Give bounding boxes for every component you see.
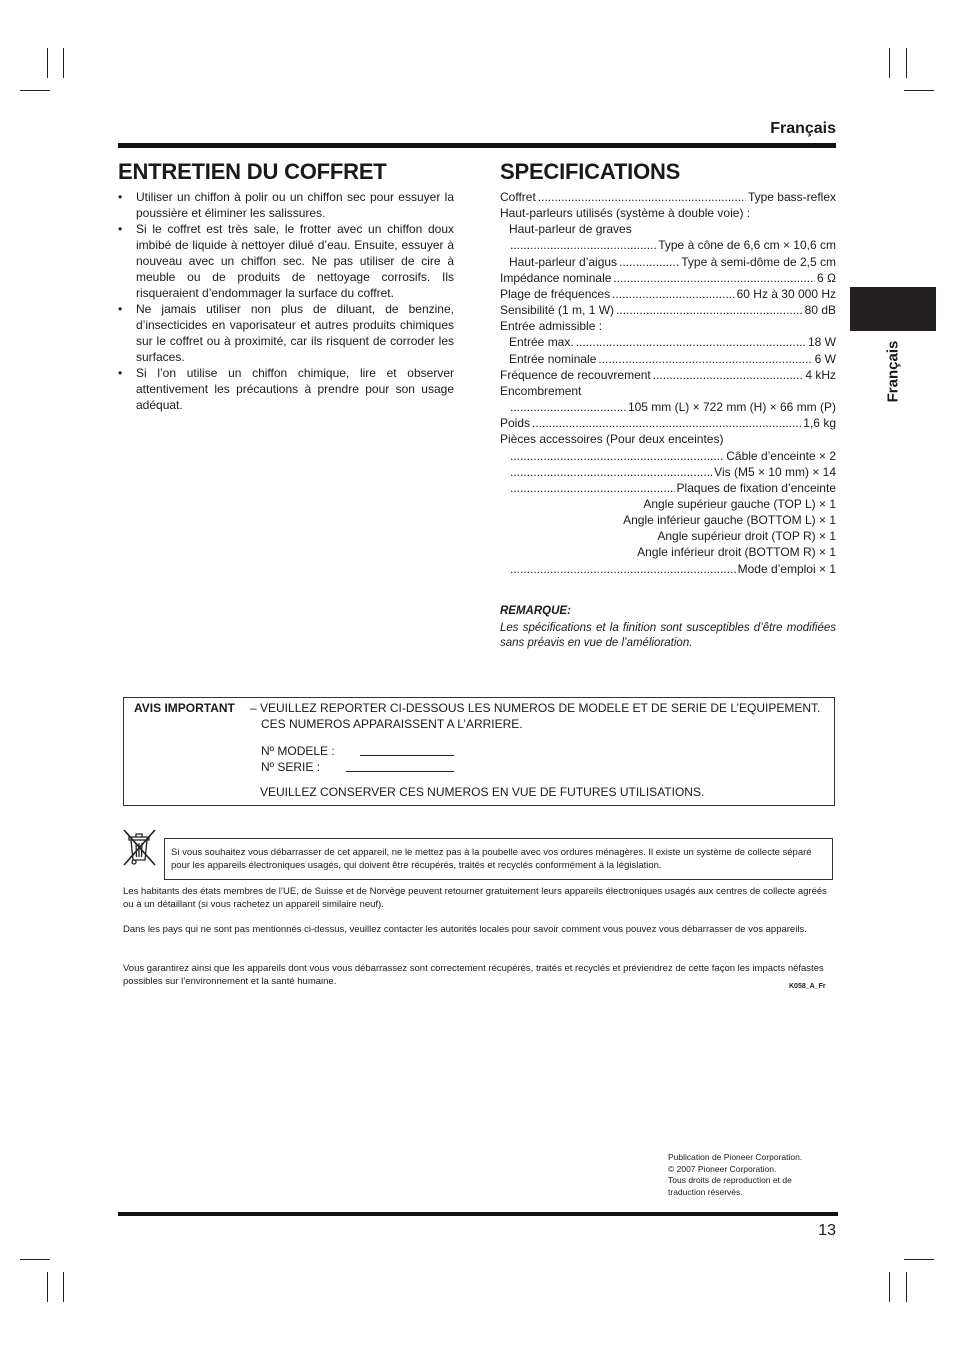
notice-line: – VEUILLEZ REPORTER CI-DESSOUS LES NUMEROS DE MODELE ET DE SERIE DE L’EQUIPEMENT. (250, 701, 821, 715)
crop-mark (889, 1272, 890, 1302)
header-language: Français (770, 120, 836, 137)
model-number-label: Nº MODELE : (261, 744, 335, 758)
publication-info: Publication de Pioneer Corporation. © 2007 Pioneer Corporation. Tous droits de reproduction et de traduction réservés. (668, 1152, 803, 1197)
spec-row: Sensibilité (1 m, 1 W) ..... 80 dB (500, 302, 836, 318)
side-language-label: Français (884, 340, 902, 403)
spec-row: ..... Câble d’enceinte × 2 (500, 448, 836, 464)
spec-row: Angle supérieur droit (TOP R) × 1 (657, 529, 836, 544)
crop-mark (904, 90, 934, 91)
spec-row: ..... Vis (M5 × 10 mm) × 14 (500, 464, 836, 480)
spec-row: ..... Type à cône de 6,6 cm × 10,6 cm (500, 237, 836, 253)
crop-mark (63, 1272, 64, 1302)
list-item: • Si le coffret est très sale, le frotter avec un chiffon doux imbibé de liquide à nettoyer dilué d’eau. Ensuite, essuyer à nouveau avec un chiffon sec. Ne pas utiliser de cire à meuble ou de produits de nettoyage corrosifs. Ils risqueraient d’endommager la surface du coffret. (118, 221, 454, 301)
crop-mark (906, 48, 907, 78)
spec-row: Haut-parleur d’aigus ..... Type à semi-dôme de 2,5 cm (500, 254, 836, 270)
spec-row: ..... Mode d’emploi × 1 (500, 561, 836, 577)
spec-row: Plage de fréquences ..... 60 Hz à 30 000 Hz (500, 286, 836, 302)
footer-rule (118, 1212, 838, 1216)
remark-title: REMARQUE: (500, 605, 571, 617)
serial-number-label: Nº SERIE : (261, 760, 321, 774)
disposal-paragraph: Dans les pays qui ne sont pas mentionnés ci-dessus, veuillez contacter les autorités locales pour savoir comment vous pouvez vous débarrasser de vos appareils. (123, 924, 807, 935)
spec-row: Angle inférieur droit (BOTTOM R) × 1 (637, 545, 836, 560)
disposal-notice-text: Si vous souhaitez vous débarrasser de cet appareil, ne le mettez pas à la poubelle avec vos ordures ménagères. Il existe un système de collecte séparé pour les appareils électroniques usagés, qui doivent être récupérés, traités et recyclés conformément à la législation. (171, 847, 812, 871)
spec-row: Entrée max. ..... 18 W (500, 334, 836, 350)
crop-mark (20, 90, 50, 91)
spec-row: Coffret ..... Type bass-reflex (500, 189, 836, 205)
spec-row: Entrée admissible : (500, 319, 603, 334)
spec-row: ..... Plaques de fixation d’enceinte (500, 480, 836, 496)
crop-mark (20, 1259, 50, 1260)
notice-line: CES NUMEROS APPARAISSENT A L’ARRIERE. (261, 717, 523, 731)
spec-row: Haut-parleurs utilisés (système à double voie) : (500, 206, 751, 221)
crop-mark (47, 48, 48, 78)
specifications-list (500, 189, 836, 577)
notice-title: AVIS IMPORTANT (134, 701, 235, 715)
disposal-paragraph: Vous garantirez ainsi que les appareils dont vous vous débarrassez sont correctement récupérés, traités et recyclés et préviendrez de cette façon les impacts néfastes possibles sur l’environnement et la santé humaine. (123, 963, 824, 987)
list-item: • Ne jamais utiliser non plus de diluant, de benzine, d’insecticides en vaporisateur et autres produits chimiques sur le coffret ou à proximité, car ils risquent de corroder les surfaces. (118, 301, 454, 365)
disposal-notice-box (164, 838, 833, 880)
spec-row: Haut-parleur de graves (509, 222, 632, 237)
page-number: 13 (818, 1222, 836, 1239)
spec-row: Fréquence de recouvrement ..... 4 kHz (500, 367, 836, 383)
serial-number-line (346, 771, 454, 772)
list-item: • Utiliser un chiffon à polir ou un chiffon sec pour essuyer la poussière et éliminer les salissures. (118, 189, 454, 221)
crossed-out-bin-icon (121, 827, 159, 867)
crop-mark (889, 48, 890, 78)
spec-row: Entrée nominale ..... 6 W (500, 351, 836, 367)
model-number-line (360, 755, 454, 756)
specifications-title: SPECIFICATIONS (500, 159, 681, 184)
document-code: K058_A_Fr (789, 983, 826, 990)
crop-mark (63, 48, 64, 78)
maintenance-list (118, 189, 454, 413)
important-notice-box (123, 697, 835, 806)
spec-row: Encombrement (500, 383, 582, 398)
spec-row: Angle inférieur gauche (BOTTOM L) × 1 (623, 513, 836, 528)
list-item: • Si l’on utilise un chiffon chimique, lire et observer attentivement les précautions à prendre pour son usage adéquat. (118, 365, 454, 413)
header-rule (118, 143, 836, 148)
spec-row: Angle supérieur gauche (TOP L) × 1 (643, 496, 836, 511)
crop-mark (47, 1272, 48, 1302)
crop-mark (904, 1259, 934, 1260)
disposal-paragraph: Les habitants des états membres de l’UE, de Suisse et de Norvège peuvent retourner gratuitement leurs appareils électroniques usagés aux centres de collecte agréés ou à un détaillant (si vous rachetez un appareil similaire neuf). (123, 886, 827, 910)
spec-row: Impédance nominale ..... 6 Ω (500, 270, 836, 286)
spec-row: Pièces accessoires (Pour deux enceintes) (500, 432, 724, 447)
remark-body: Les spécifications et la finition sont susceptibles d’être modifiées sans préavis en vue de l’amélioration. (500, 622, 836, 649)
spec-row: ..... 105 mm (L) × 722 mm (H) × 66 mm (P) (500, 399, 836, 415)
notice-keep: VEUILLEZ CONSERVER CES NUMEROS EN VUE DE FUTURES UTILISATIONS. (260, 785, 705, 799)
crop-mark (906, 1272, 907, 1302)
maintenance-title: ENTRETIEN DU COFFRET (118, 159, 387, 184)
spec-row: Poids ..... 1,6 kg (500, 415, 836, 431)
